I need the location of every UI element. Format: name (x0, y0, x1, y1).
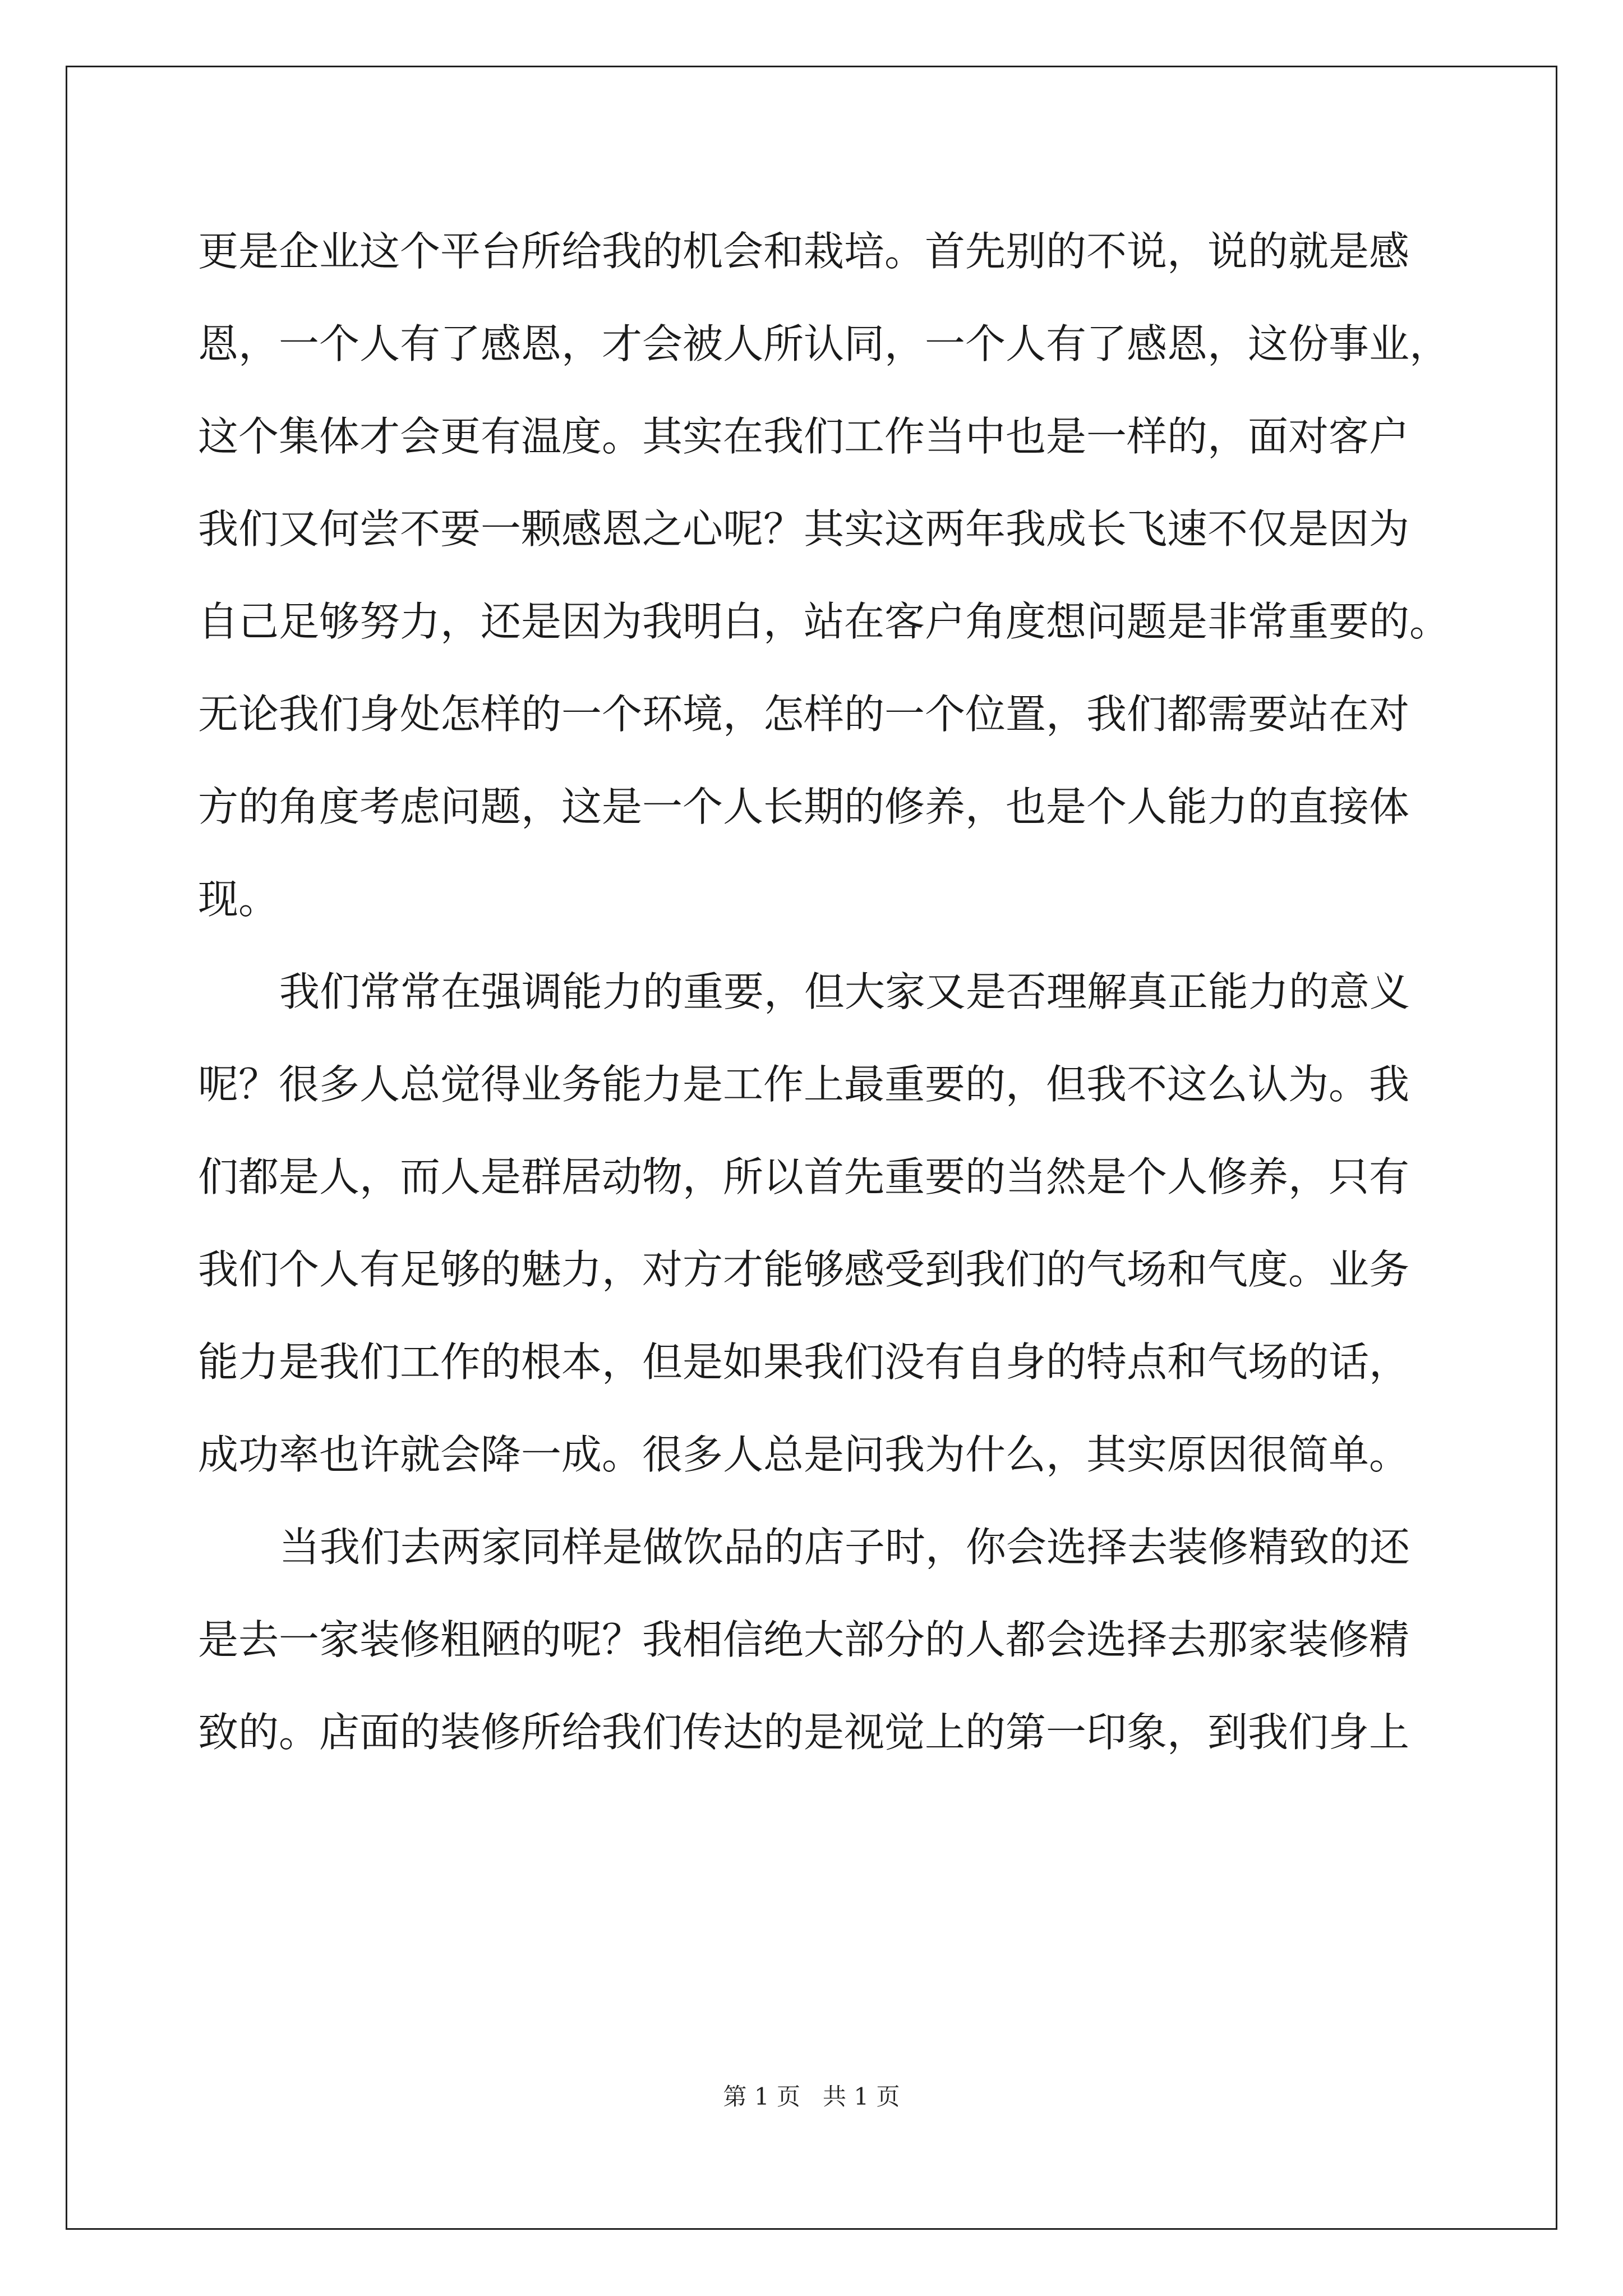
text-line: 们都是人，而人是群居动物，所以首先重要的当然是个人修养，只有 (198, 1153, 1410, 1200)
text-line: 方的角度考虑问题，这是一个人长期的修养，也是个人能力的直接体 (198, 783, 1410, 830)
paragraph-start-line: 当我们去两家同样是做饮品的店子时，你会选择去装修精致的还 (279, 1524, 1410, 1571)
text-line: 现。 (198, 876, 279, 923)
text-line: 这个集体才会更有温度。其实在我们工作当中也是一样的，面对客户 (198, 413, 1410, 460)
text-line: 我们个人有足够的魅力，对方才能够感受到我们的气场和气度。业务 (198, 1246, 1410, 1293)
text-line: 是去一家装修粗陋的呢？我相信绝大部分的人都会选择去那家装修精 (198, 1616, 1410, 1663)
text-line: 致的。店面的装修所给我们传达的是视觉上的第一印象，到我们身上 (198, 1709, 1410, 1756)
text-line: 呢？很多人总觉得业务能力是工作上最重要的，但我不这么认为。我 (198, 1061, 1410, 1108)
text-line: 我们又何尝不要一颗感恩之心呢？其实这两年我成长飞速不仅是因为 (198, 505, 1410, 553)
text-line: 恩，一个人有了感恩，才会被人所认同，一个人有了感恩，这份事业， (198, 320, 1450, 367)
page-footer: 第 1 页 共 1 页 (723, 2083, 900, 2110)
paragraph-start-line: 我们常常在强调能力的重要，但大家又是否理解真正能力的意义 (279, 968, 1410, 1015)
text-line: 更是企业这个平台所给我的机会和栽培。首先别的不说，说的就是感 (198, 228, 1410, 275)
text-line: 成功率也许就会降一成。很多人总是问我为什么，其实原因很简单。 (198, 1431, 1410, 1478)
text-line: 能力是我们工作的根本，但是如果我们没有自身的特点和气场的话， (198, 1338, 1410, 1386)
text-line: 自己足够努力，还是因为我明白，站在客户角度想问题是非常重要的。 (198, 598, 1450, 645)
text-line: 无论我们身处怎样的一个环境，怎样的一个位置，我们都需要站在对 (198, 691, 1410, 738)
body-text (198, 218, 1454, 1791)
